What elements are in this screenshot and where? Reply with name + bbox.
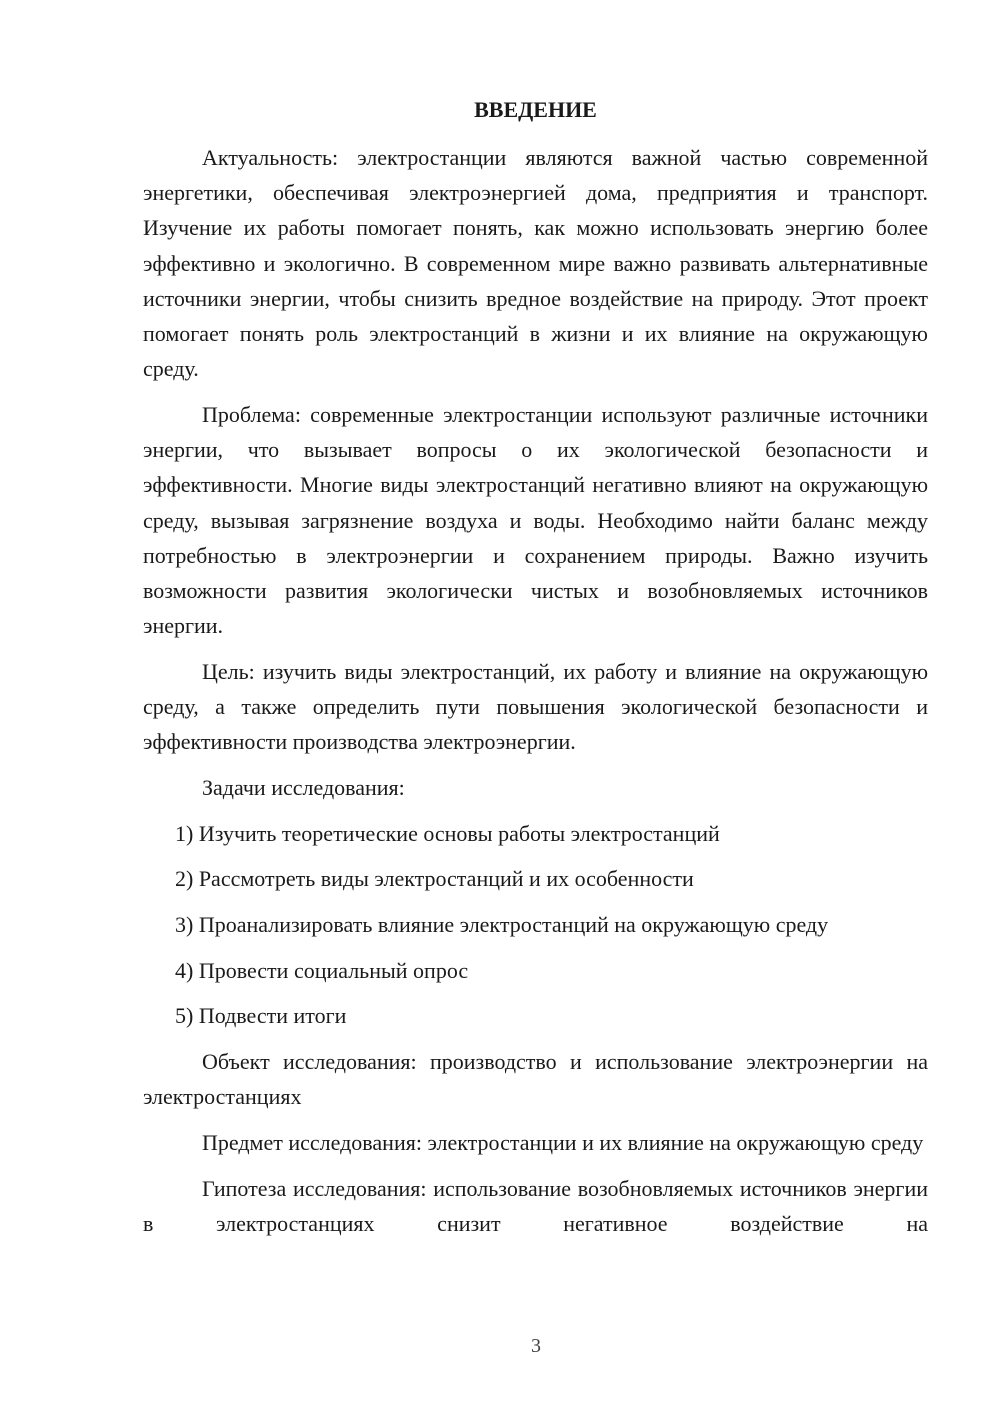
- task-item-3: 3) Проанализировать влияние электростанций на окружающую среду: [175, 912, 829, 938]
- task-item-4: 4) Провести социальный опрос: [175, 957, 469, 983]
- paragraph-subject: Предмет исследования: электростанции и их влияние на окружающую среду: [202, 1130, 924, 1156]
- paragraph-relevance: Актуальность: электростанции являются важной частью современной энергетики, обеспечивая электроэнергией дома, предприятия и транспорт. Изучение их работы помогает понять, как можно использовать энергию более эффективно и экологично. В современном мире важно развивать альтернативные источники энергии, чтобы снизить вредное воздействие на природу. Этот проект помогает понять роль электростанций в жизни и их влияние на окружающую среду.: [143, 145, 928, 382]
- paragraph-hypothesis: Гипотеза исследования: использование возобновляемых источников энергии в электростанциях снизит негативное воздействие на: [143, 1175, 928, 1236]
- document-body: [143, 140, 928, 1252]
- task-item-1: 1) Изучить теоретические основы работы электростанций: [175, 820, 720, 846]
- paragraph-object: Объект исследования: производство и использование электроэнергии на электростанциях: [143, 1049, 928, 1110]
- task-item-5: 5) Подвести итоги: [175, 1003, 347, 1029]
- paragraph-tasks-heading: Задачи исследования:: [202, 774, 405, 800]
- paragraph-problem: Проблема: современные электростанции используют различные источники энергии, что вызывает вопросы о их экологической безопасности и эффективности. Многие виды электростанций негативно влияют на окружающую среду, вызывая загрязнение воздуха и воды. Необходимо найти баланс между потребностью в электроэнергии и сохранением природы. Важно изучить возможности развития экологически чистых и возобновляемых источников энергии.: [143, 401, 928, 639]
- document-title: ВВЕДЕНИЕ: [474, 97, 597, 122]
- paragraph-goal: Цель: изучить виды электростанций, их работу и влияние на окружающую среду, а также определить пути повышения экологической безопасности и эффективности производства электроэнергии.: [143, 658, 928, 755]
- task-item-2: 2) Рассмотреть виды электростанций и их особенности: [175, 866, 694, 892]
- page-number: 3: [531, 1335, 541, 1357]
